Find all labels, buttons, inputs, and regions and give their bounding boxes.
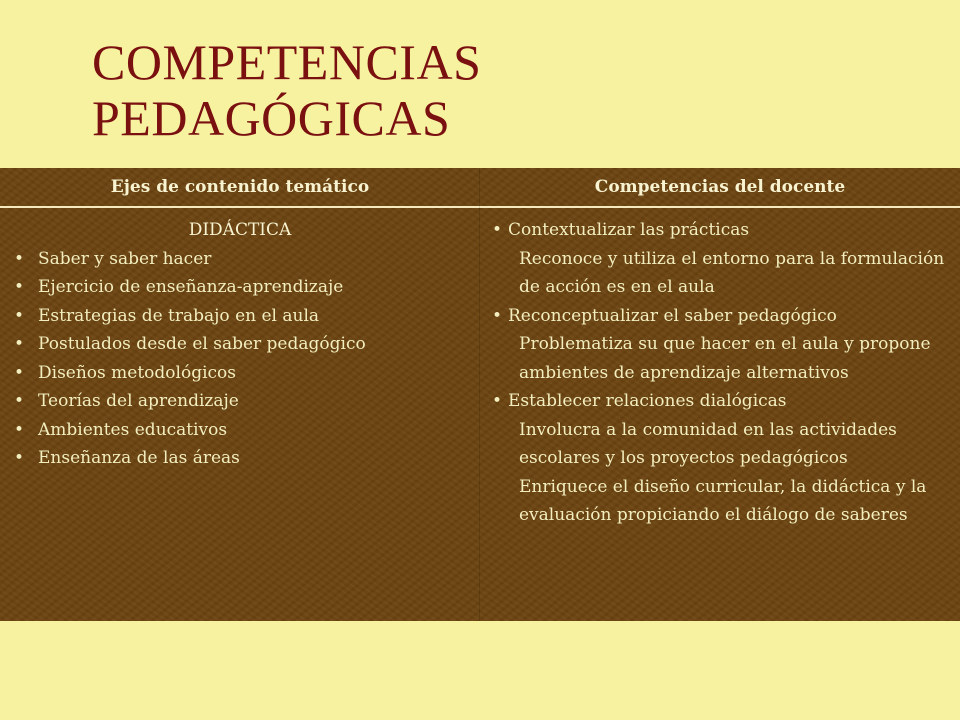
bullet-icon: • (14, 419, 25, 440)
list-item (10, 444, 470, 473)
list-item-label: Saber y saber hacer (38, 248, 212, 269)
list-item (10, 387, 470, 416)
competency-reconceptualizar (490, 302, 950, 331)
ejes-list (10, 245, 470, 473)
didactica-heading: DIDÁCTICA (188, 220, 292, 240)
list-item (10, 245, 470, 274)
competency-description: Problematiza su que hacer en el aula y propone ambientes de aprendizaje alternativos (519, 334, 931, 383)
list-item (10, 330, 470, 359)
competency-description: Enriquece el diseño curricular, la didáctica y la evaluación propiciando el diálogo de saberes (519, 476, 927, 525)
competency-name: Reconceptualizar el saber pedagógico (508, 305, 837, 326)
table-header-row (0, 168, 960, 208)
header-competencias: Competencias del docente (594, 177, 846, 197)
list-item-label: Estrategias de trabajo en el aula (38, 305, 320, 326)
header-ejes: Ejes de contenido temático (110, 177, 370, 197)
list-item (10, 302, 470, 331)
bullet-icon: • (14, 362, 25, 383)
bullet-icon: • (14, 334, 25, 354)
bullet-icon: • (492, 305, 503, 326)
page-title (92, 34, 872, 146)
competency-contextualizar (490, 216, 950, 245)
list-item-label: Enseñanza de las áreas (38, 448, 240, 468)
competency-name: Establecer relaciones dialógicas (508, 391, 787, 411)
list-item (10, 416, 470, 445)
competency-establecer (490, 387, 950, 416)
title-line-2: PEDAGÓGICAS (92, 90, 451, 146)
ejes-column (10, 216, 470, 473)
title-line-1: COMPETENCIAS (92, 34, 482, 90)
bullet-icon: • (14, 277, 25, 297)
bullet-icon: • (14, 391, 25, 411)
list-item (10, 273, 470, 302)
competency-name: Contextualizar las prácticas (508, 220, 750, 240)
competency-description: Involucra a la comunidad en las actividades escolares y los proyectos pedagógicos (519, 419, 897, 468)
list-item-label: Postulados desde el saber pedagógico (38, 334, 366, 354)
list-item-label: Ambientes educativos (38, 419, 228, 440)
bullet-icon: • (14, 248, 25, 269)
competencies-table (0, 168, 960, 621)
bullet-icon: • (492, 220, 503, 240)
bullet-icon: • (492, 391, 503, 411)
list-item-label: Ejercicio de enseñanza-aprendizaje (38, 277, 344, 297)
column-divider (479, 168, 480, 621)
competencias-column (490, 216, 950, 530)
list-item-label: Diseños metodológicos (38, 362, 236, 383)
bullet-icon: • (14, 448, 25, 468)
bullet-icon: • (14, 305, 25, 326)
list-item (10, 359, 470, 388)
competency-description: Reconoce y utiliza el entorno para la formulación de acción es en el aula (519, 248, 945, 297)
list-item-label: Teorías del aprendizaje (38, 391, 239, 411)
